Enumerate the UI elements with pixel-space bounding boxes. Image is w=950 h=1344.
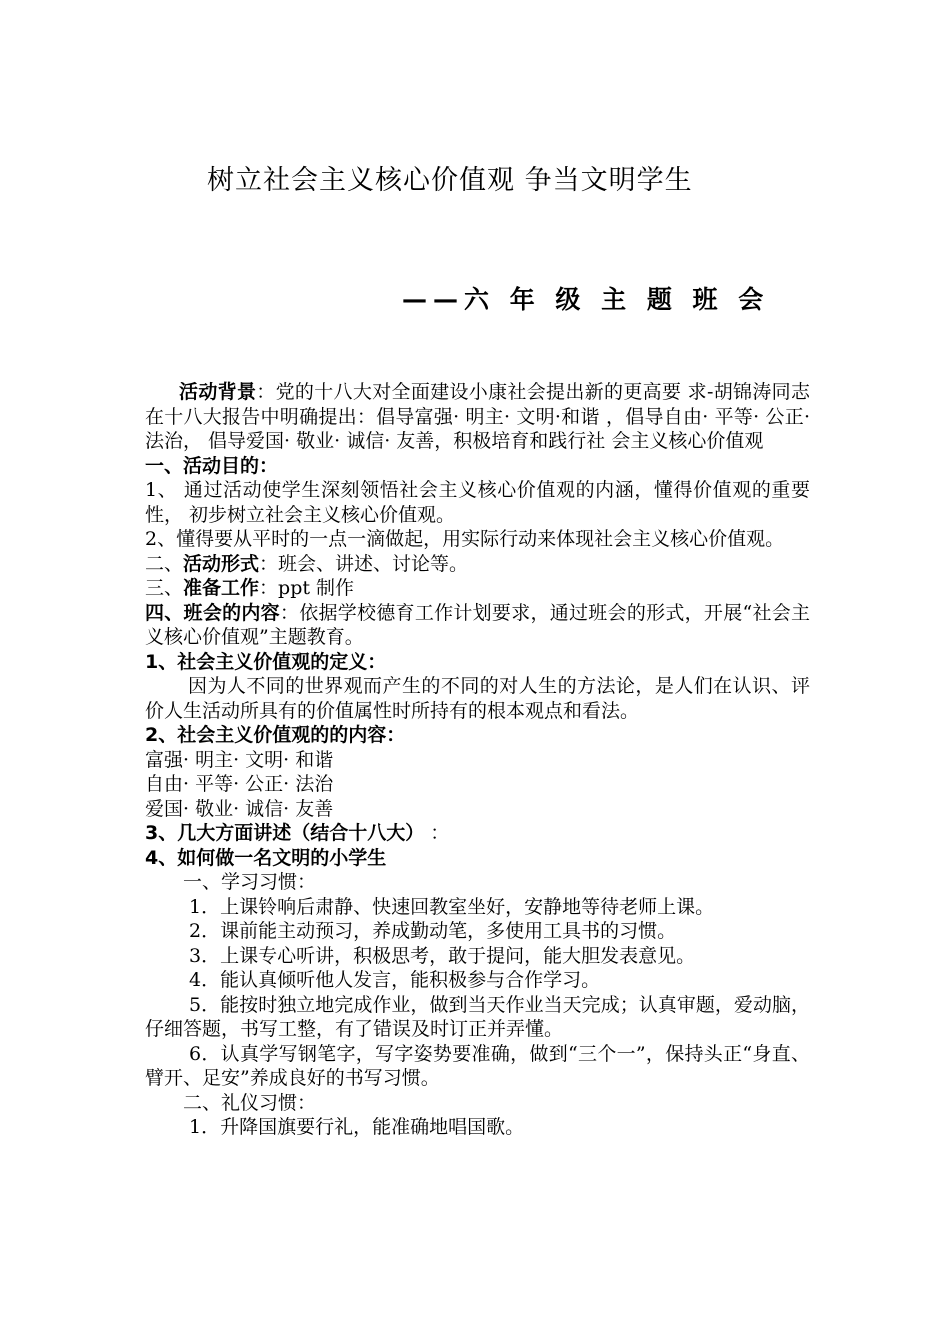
aspects-line — [145, 821, 810, 846]
section2-line — [145, 552, 810, 577]
section3-line — [145, 576, 810, 601]
content-line: 自由· 平等· 公正· 法治 — [145, 773, 334, 795]
document-title: 树立社会主义核心价值观 争当文明学生 — [207, 165, 693, 196]
document-subtitle: ——六 年 级 主 题 班 会 — [402, 285, 770, 314]
definition-text: 因为人不同的世界观而产生的不同的对人生的方法论，是人们在认识、评价人生活动所具有的价值属性时所持有的根本观点和看法。 — [145, 675, 810, 722]
content-heading: 2、社会主义价值观的的内容： — [145, 724, 406, 746]
study-heading: 一、学习习惯： — [183, 871, 317, 893]
section4-text: ：依据学校德育工作计划要求，通过班会的形式，开展“社会主义核心价值观”主题教育。 — [145, 601, 810, 648]
content-line: 爱国· 敬业· 诚信· 友善 — [145, 797, 334, 820]
civil-heading: 4、如何做一名文明的小学生 — [145, 846, 387, 869]
section1-heading: 一、活动目的： — [145, 454, 279, 477]
definition-heading: 1、社会主义价值观的定义： — [145, 650, 387, 673]
background-label: 活动背景 — [179, 381, 257, 403]
section3-prefix: 三、 — [145, 577, 184, 599]
study-item: 1．上课铃响后肃静、快速回教室坐好，安静地等待老师上课。 — [189, 895, 715, 918]
document-body — [145, 380, 810, 1140]
content-line: 富强· 明主· 文明· 和谐 — [145, 748, 334, 771]
etiquette-heading: 二、礼仪习惯： — [183, 1091, 317, 1114]
study-item: 2．课前能主动预习，养成勤动笔，多使用工具书的习惯。 — [189, 920, 677, 942]
aspects-heading: 3、几大方面讲述（结合十八大） — [145, 822, 425, 844]
background-text: ：党的十八大对全面建设小康社会提出新的更高要 求-胡锦涛同志在十八大报告中明确提出：倡导富强· 明主· 文明·和谐 ，倡导自由· 平等· 公正· 法治， 倡导爱国· 敬业· 诚信· 友善，积极培育和践行社 会主义核心价值观 — [145, 381, 810, 452]
study-item: 6．认真学写钢笔字，写字姿势要准确，做到“三个一”，保持头正“身直、臂开、足安”养成良好的书写习惯。 — [145, 1042, 810, 1089]
section3-label: 准备工作 — [183, 577, 260, 599]
section2-label: 活动形式 — [183, 552, 260, 575]
study-item: 4．能认真倾听他人发言，能积极参与合作学习。 — [189, 969, 601, 991]
study-item: 5．能按时独立地完成作业，做到当天作业当天完成；认真审题，爱动脑，仔细答题，书写工整，有了错误及时订正并弄懂。 — [145, 993, 810, 1040]
section3-text: ：ppt 制作 — [259, 577, 355, 599]
background-paragraph — [145, 380, 810, 454]
etiquette-item: 1．升降国旗要行礼，能准确地唱国歌。 — [189, 1116, 525, 1138]
section1-item1: 1、 通过活动使学生深刻领悟社会主义核心价值观的内涵，懂得价值观的重要性， 初步树立社会主义核心价值观。 — [145, 479, 810, 526]
section1-item2: 2、懂得要从平时的一点一滴做起，用实际行动来体现社会主义核心价值观。 — [145, 528, 785, 550]
section4-paragraph — [145, 601, 810, 650]
section2-prefix: 二、 — [145, 552, 184, 575]
aspects-tail: ： — [424, 822, 450, 844]
study-item: 3．上课专心听讲，积极思考，敢于提问，能大胆发表意见。 — [189, 944, 696, 967]
section2-text: ：班会、讲述、讨论等。 — [259, 552, 469, 575]
section4-label: 四、班会的内容 — [145, 601, 280, 624]
